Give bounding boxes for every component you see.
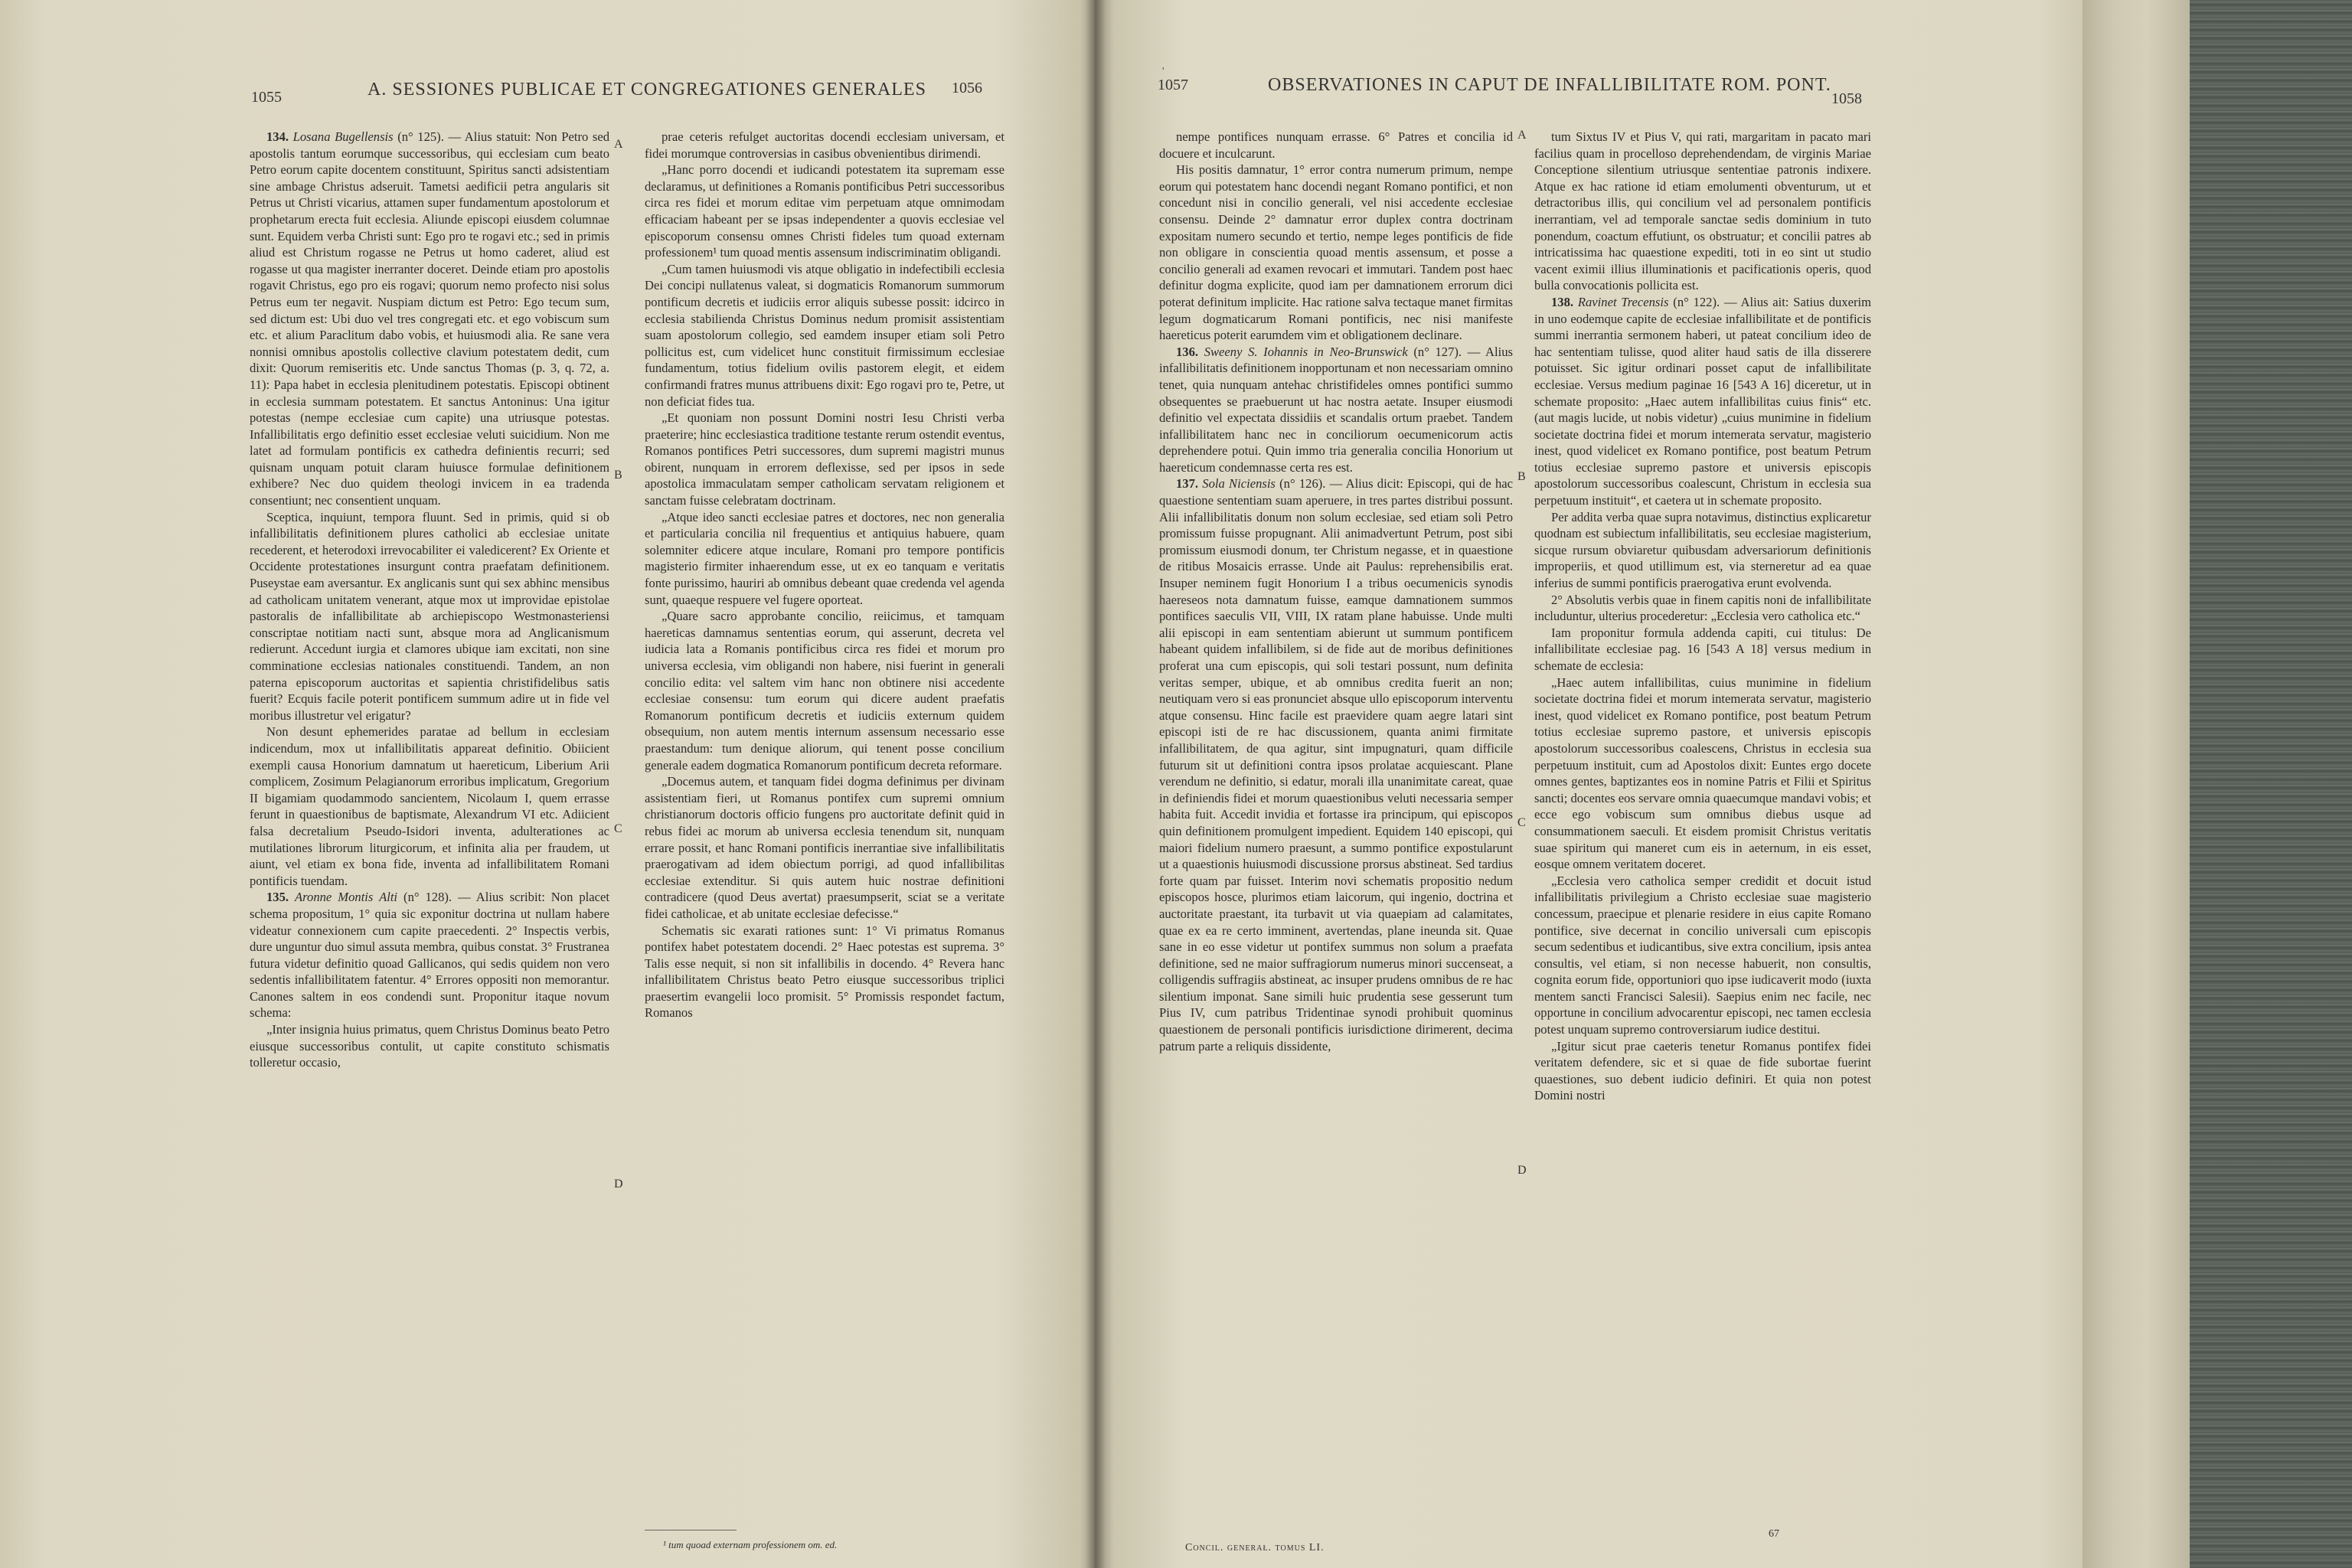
paragraph-text: „Atque ideo sancti ecclesiae patres et doctores, nec non generalia et particularia concilia nil frequentius et antiquius habuere, quam solemniter edicere atque inculare, Romani pro tempore pontificis magisterio firmiter inhaerendum esse, ut ex eo tanquam e veritatis fonte purissimo, hauriri ab omnibus debeant quae credenda vel agenda sunt, quaeque respuere vel fugere oporteat. bbox=[645, 509, 1004, 607]
paragraph-text: (n° 126). — Alius dicit: Episcopi, qui de hac quaestione sententiam suam aperuere, in tres partes distribui possunt. Alii infallibilitatis donum non solum ecclesiae, sed etiam soli Petro promissum fuisse propugnant. Alii animadvertunt Petrum, post sibi promissum eiusmodi donum, ter Christum negasse, et in quaestione de ritibus Mosaicis errasse. Unde ait Paulus: reprehensibilis erat. Insuper neminem fugit Honorium I a tribus oecumenicis synodis haereseos nota damnatum fuisse, eamque damnationem summos pontifices saeculis VII, VIII, IX ratam plane habuisse. Unde multi alii episcopi in eam sententiam abierunt ut summum pontificem habeant quidem infallibilem, si de fide aut de moribus definitiones proferat una cum episcopis, qui soli testari possunt, num definita veritas semper, ubique, et ab omnibus credita fuerit an non; neutiquam vero si eas pronunciet absque ullo episcoporum interventu atque consensu. Hinc facile est praevidere quam aegre latari sint episcopi isti de re hac discussionem, quanta animi firmitate infallibilitatem, de qua agitur, sint impugnaturi, quam difficile futurum sit ut definitioni contra ipsos prolatae acquiescant. Plane verendum ne definitio, si edatur, morali illa unanimitate careat, quae in definiendis fidei et morum quaestionibus veluti necessaria semper habita fuit. Accedit invidia et fortasse ira principum, qui episcopos quin definitionem promulgent impedient. Equidem 140 episcopi, qui maiori fidelium numero praesunt, a summo pontifice expostularunt ut a quaestionis huiusmodi discussione prorsus abstineat. Sed tardius forte quam par fuisset. Interim novi schematis propositio nedum episcopos hosce, plurimos etiam laicorum, qui ingenio, doctrina et auctoritate praestant, ita turbavit ut via quaepiam ad calamitates, quae ex ea re certo imminent, avertendas, plane ineunda sit. Quae sane in eo esse videtur ut pontifex summus non solum a praefata definitione, sed ne maior suffragiorum numerus minori succenseat, a colligendis suffragiis abstineat, ac insuper prudens omnibus de re hac silentium imponat. Sane simili huic prudentia sese gesserunt tum Pius IV, cum patribus Tridentinae synodi prohibuit quominus quaestionem de personali pontificis iurisdictione dirimerent, decima patrum parte a reliquis dissidente, bbox=[1159, 476, 1514, 1054]
paragraph-text: (n° 128). — Alius scribit: Non placet schema propositum, 1° quia sic exponitur doctrina ut nullam habere videatur connexionem cum capite praecedenti. 2° Inspectis verbis, dure unguntur duo simul assuta membra, quibus constat. 3° Frustranea futura videtur definitio quoad Gallicanos, qui sedis quidem non vero sedentis infallibilitatem fatentur. 4° Errores oppositi non memorantur. Canones saltem in eos condendi sunt. Proponitur itaque novum schema: bbox=[250, 890, 609, 1021]
paragraph-text: „Et quoniam non possunt Domini nostri Iesu Christi verba praeterire; hinc ecclesiastica traditione testante rerum ostendit eventus, Romanos pontifices Petri successores, dum supremi magistri munus obirent, nunquam in errorem deflexisse, sed per ipsos in sede apostolica immaculatam semper catholicam servatam religionem et sanctam fuisse celebratam doctrinam. bbox=[645, 410, 1004, 508]
paragraph bbox=[1534, 675, 1871, 873]
diocese-name: Aronne Montis Alti bbox=[295, 890, 404, 905]
paragraph-text: „Igitur sicut prae caeteris tenetur Romanus pontifex fidei veritatem defendere, sic et si quae de fide subortae fuerint quaestiones, suo debent iudicio definiri. Et quia non potest Domini nostri bbox=[1534, 1038, 1871, 1103]
paragraph bbox=[645, 923, 1004, 1022]
diocese-name: Ravinet Trecensis bbox=[1577, 294, 1674, 309]
section-number: 134. bbox=[266, 129, 293, 144]
book-cover bbox=[2190, 0, 2352, 1568]
margin-letter-b: B bbox=[614, 469, 622, 482]
left-page-column-2 bbox=[645, 129, 1004, 1021]
header-tick-mark: ' bbox=[1162, 66, 1165, 77]
paragraph bbox=[645, 773, 1004, 922]
diocese-name: Sweeny S. Iohannis in Neo-Brunswick bbox=[1204, 344, 1414, 359]
paragraph-text: prae ceteris refulget auctoritas docendi ecclesiam universam, et fidei morumque controversias in casibus obvenientibus dirimendi. bbox=[645, 129, 1004, 161]
paragraph bbox=[645, 410, 1004, 509]
paragraph-text: Iam proponitur formula addenda capiti, cui titulus: De infallibilitate ecclesiae pag. 16 [543 A 18] versus medium in schemate de ecclesia: bbox=[1534, 625, 1871, 673]
section-number: 137. bbox=[1176, 476, 1203, 492]
paragraph bbox=[645, 129, 1004, 162]
margin-letter-a-right: A bbox=[1517, 129, 1527, 142]
right-page-number-a: 1057 bbox=[1158, 77, 1188, 93]
paragraph bbox=[645, 608, 1004, 773]
paragraph-text: tum Sixtus IV et Pius V, qui rati, margaritam in pacato mari facilius quam in procelloso deprehendendam, de virginis Mariae Conceptione silentium utriusque sententiae patronis indixere. Atque ex hac ratione id etiam emolumenti obventurum, ut et detractoribus illis, qui concilium vel ad personalem pontificis inerrantiam, vel ad temporale sanctae sedis dominium in tuto ponendum, coactum effutiunt, os obstruatur; et concilii patres ab intricatissima hac quaestione expediti, toti in eo sint ut studio vacent eximii illius illuminationis et pacificationis operis, quod bulla convocationis pollicita est. bbox=[1534, 129, 1871, 293]
margin-letter-d: D bbox=[614, 1178, 623, 1191]
section-number: 138. bbox=[1551, 294, 1578, 309]
paragraph-text: „Haec autem infallibilitas, cuius munimine in fidelium societate doctrina fidei et morum intemerata servatur, magisterio inest, quod videlicet ex Romano pontifice, post beatum Petrum totius ecclesiae supremo pastore, et universis episcopis apostolorum successoribus coalescens, Christus in ecclesia sua perpetuum instituit, cum ad Apostolos dixit: Euntes ergo docete omnes gentes, baptizantes eos in nomine Patris et Filii et Spiritus sancti; docentes eos servare omnia quaecumque mandavi vobis; et ecce ego vobiscum sum omnibus diebus usque ad consummationem saeculi. Et eisdem promisit Christus veritatis suae spiritum qui maneret cum eis in aeternum, in eis esset, eosque omnem veritatem doceret. bbox=[1534, 675, 1871, 872]
paragraph-text: „Quare sacro approbante concilio, reiicimus, et tamquam haereticas damnamus sententias eorum, qui asserunt, decreta vel iudicia lata a Romanis pontificibus circa res fidei et morum pro universa ecclesia, vim obligandi non habere, nisi fuerint in generali concilio edita: vel saltem vim hanc non obtinere nisi accedente ecclesiae consensu: tum eorum qui dicere audent praefatis Romanorum pontificum decretis et iudiciis externum quidem obsequium, non autem mentis internum assensum necessario esse praestandum: tum denique aliorum, qui tenent posse concilium generale eadem dogmatica Romanorum pontificum decreta reformare. bbox=[645, 609, 1004, 773]
page-edge-strip bbox=[2082, 0, 2190, 1568]
paragraph bbox=[1159, 475, 1513, 1054]
paragraph-text: Non desunt ephemerides paratae ad bellum in ecclesiam indicendum, mox ut infallibilitatis appareat definitio. Obiicient exempli causa Honorium damnatum ut haereticum, Liberium Arii complicem, Zosimum Pelagianorum erroribus implicatum, Gregorium II bigamiam quodammodo sancientem, Nicolaum I, quem errasse ferunt in quaestionibus de baptismate, Alexandrum VI etc. Adiicient falsa decretalium Pseudo-Isidori inventa, adulterationes ac mutilationes librorum liturgicorum, et infinita alia per fraudem, ut aiunt, vel etiam ex bona fide, inventa ad infallibilitatem Romani pontificis tuendam. bbox=[250, 724, 609, 888]
paragraph bbox=[1534, 509, 1871, 592]
margin-letter-c-right: C bbox=[1517, 816, 1526, 829]
left-running-head: A. SESSIONES PUBLICAE ET CONGREGATIONES GENERALES bbox=[368, 80, 926, 100]
left-page-number-b: 1056 bbox=[952, 80, 982, 96]
paragraph-text: „Cum tamen huiusmodi vis atque obligatio in indefectibili ecclesia Dei concipi nullatenus valeat, si dogmaticis Romanorum summorum pontificum decretis et iudiciis error aliquis subesse possit: idcirco in ecclesia stabilienda Christus Dominus nedum promisit assistentiam suam apostolorum collegio, sed eamdem insuper etiam soli Petro pollicitus est, cum videlicet hunc constituit firmissimum ecclesiae fundamentum, totius fidelium ovilis pastorem elegit, et eidem confirmandi fratres munus attribuens dixit: Ego rogavi pro te, Petre, ut non deficiat fides tua. bbox=[645, 261, 1004, 409]
diocese-name: Losana Bugellensis bbox=[292, 129, 398, 144]
paragraph-text: nempe pontifices nunquam errasse. 6° Patres et concilia id docuere et inculcarunt. bbox=[1159, 129, 1513, 161]
diocese-name: Sola Niciensis bbox=[1202, 476, 1280, 492]
paragraph bbox=[250, 129, 609, 509]
left-page-number-a: 1055 bbox=[251, 89, 282, 106]
paragraph-text: „Ecclesia vero catholica semper credidit et docuit istud infallibilitatis privilegium a Christo ecclesiae suae magisterio concessum, praecipue et plenarie residere in eius capite Romano pontifice, sive decernat in concilio universali cum episcopis secum sedentibus et iudicantibus, sive extra concilium, ipsis antea consultis, vel etiam, si non necesse habuerit, non consultis, cognita eorum fide, opportuniori quo ipse iudicaverit modo (iuxta mentem sancti Francisci Salesii). Saepius enim nec facile, nec opportune in concilium advocarentur episcopi, nec tamen ecclesia potest unquam supremo controversiarum iudice destitui. bbox=[1534, 873, 1871, 1037]
paragraph bbox=[1534, 873, 1871, 1038]
margin-letter-a: A bbox=[614, 138, 623, 151]
paragraph-text: „Hanc porro docendi et iudicandi potestatem ita supremam esse declaramus, ut definitiones a Romanis pontificibus Petri successoribus circa res fidei et morum editae vim perpetuam atque omnimodam efficaciam habeant per se ipsas independenter a quovis ecclesiae vel episcoporum consensu omnes Christi fideles tum quoad externam professionem¹ tum quoad mentis assensum indiscriminatim obligandi. bbox=[645, 162, 1004, 260]
footnote: ¹ tum quoad externam professionem om. ed. bbox=[663, 1539, 838, 1550]
paragraph bbox=[250, 724, 609, 889]
paragraph bbox=[250, 1021, 609, 1071]
paragraph-text: Schematis sic exarati rationes sunt: 1° Vi primatus Romanus pontifex habet potestatem docendi. 2° Haec potestas est suprema. 3° Talis esse nequit, si non sit infallibilis in docendo. 4° Revera hanc infallibilitatem Christus beato Petro eiusque successoribus triplici praesertim evangelii loco promisit. 5° Promissis respondet factum, Romanos bbox=[645, 923, 1004, 1021]
book-gutter bbox=[1086, 0, 1106, 1568]
paragraph bbox=[250, 889, 609, 1021]
paragraph bbox=[1534, 625, 1871, 675]
section-number: 136. bbox=[1176, 344, 1204, 359]
paragraph-text: (n° 125). — Alius statuit: Non Petro sed apostolis tantum eorumque successoribus, qui ecclesiam cum beato Petro eorum capite docentem constituunt, Spiritus sancti adsistentiam sine ambage Christus adseruit. Tametsi aedificii petra angularis sit Petrus ut Christi vicarius, attamen super fundamentum apostolorum et prophetarum erecta fuit ecclesia. Aliunde episcopi eiusdem columnae sunt. Equidem verba Christi sunt: Ego pro te rogavi etc.; sed in primis aliud est Christum rogasse ne Petrus ut homo caderet, aliud est rogasse ut qua magister inerranter doceret. Deinde etiam pro apostolis rogavit Christus, ego pro eis rogavi; quorum nemo profecto nisi solus Petrus eum ter negavit. Nuspiam dictum est Petro: Ego tecum sum, sed dictum est: Ubi duo vel tres congregati etc. et ego vobiscum sum etc. et alium Paraclitum dabo vobis, et huiusmodi alia. Re sane vera nonnisi omnibus apostolis collective clavium potestatem dedit, cum dixit: Quorum remiseritis etc. Unde sanctus Thomas (p. 3, q. 72, a. 11): Papa habet in ecclesia plenitudinem potestatis. Episcopi obtinent in ecclesia summam potestatem. Et sanctus Antoninus: Una igitur potestas (nempe ecclesiae cum capite) una utriusque potestas. Infallibilitatis ergo definitio esset ecclesiae veluti suicidium. Non me latet ad formulam pontificis ex cathedra definientis recurri; sed quisnam unquam potuit claram huiusce formulae definitionem exhibere? Nec duo quidem theologi invicem in ea tradenda consentiunt; nec consentient unquam. bbox=[250, 129, 609, 508]
paragraph-text: His positis damnatur, 1° error contra numerum primum, nempe eorum qui potestatem hanc docendi negant Romano pontifici, et non concedunt nisi in concilio generali, vel nisi accedente ecclesiae consensu. Deinde 2° damnatur error duplex contra doctrinam expositam numero secundo et tertio, nempe leges pontificis de fide non obligare in conscientia quoad mentis assensum, et posse a concilio generali ad examen revocari et immutari. Tandem post haec definitur dogma explicite, quod iam per damnationem errorum dici poterat definitum implicite. Hac ratione salva tectaque manet firmitas legum dogmaticarum Romani pontificis, nec nisi manifeste haereticus poterit earumdem vim et obligationem declinare. bbox=[1159, 162, 1513, 343]
paragraph bbox=[1159, 129, 1513, 162]
paragraph bbox=[1534, 592, 1871, 625]
paragraph bbox=[1159, 344, 1513, 476]
signature-line: Concil. generał. tomus LI. bbox=[1185, 1542, 1325, 1553]
right-page-column-2 bbox=[1534, 129, 1871, 1104]
margin-letter-c: C bbox=[614, 822, 622, 835]
margin-letter-b-right: B bbox=[1517, 470, 1526, 483]
paragraph-text: 2° Absolutis verbis quae in finem capitis noni de infallibilitate includuntur, ulterius procederetur: „Ecclesia vero catholica etc.“ bbox=[1534, 592, 1871, 624]
paragraph-text: „Docemus autem, et tanquam fidei dogma definimus per divinam assistentiam fieri, ut Romanus pontifex cum supremi omnium christianorum doctoris officio fungens pro auctoritate definit quid in rebus fidei ac morum ab universa ecclesia tenendum sit, nunquam errare possit, et hanc Romani pontificis inerrantiae sive infallibilitatis praerogativam ad idem obiectum porrigi, ad quod infallibilitas ecclesiae extenditur. Si quis autem huic nostrae definitioni contradicere (quod Deus avertat) praesumpserit, sciat se a veritate fidei catholicae, et ab unitate ecclesiae defecisse.“ bbox=[645, 774, 1004, 921]
right-page-number-b: 1058 bbox=[1831, 90, 1862, 107]
paragraph-text: (n° 122). — Alius ait: Satius duxerim in uno eodemque capite de ecclesiae infallibilitate et de pontificis summi inerrantia sermonem haberi, ut pateat concilium ideo de hac sententiam tulisse, quod aliter haud satis de illa disserere potuisset. Sic igitur ordinari posset caput de infallibilitate ecclesiae. Versus medium paginae 16 [543 A 16] diceretur, ut in schemate proposito: „Haec autem infallibilitas cuius finis“ etc. (aut magis lucide, ut nobis videtur) „cuius munimine in fidelium societate doctrina fidei et morum intemerata servatur, magisterio inest, quod videlicet ex Romano pontifice, post beatum Petrum totius ecclesiae supremo pastore et universis episcopis apostolorum successoribus coalescunt, Christum in ecclesia sua perpetuum instituit“, et caetera ut in schemate proposito. bbox=[1534, 294, 1871, 508]
paragraph bbox=[250, 509, 609, 724]
paragraph bbox=[645, 509, 1004, 609]
right-page-column-1 bbox=[1159, 129, 1513, 1054]
paragraph-text: Sceptica, inquiunt, tempora fluunt. Sed in primis, quid si ob infallibilitatis definitionem plures catholici ab ecclesiae unitate recederent, et heterodoxi irrevocabiliter ei valedicerent? Ex Oriente et Occidente protestationes insurgunt contra praefatam definitionem. Puseystae eam aversantur. Ex anglicanis sunt qui sex abhinc mensibus ad catholicam unitatem venerant, atque mox ut improvidae epistolae pastoralis de infallibilitate ab archiepiscopo Westmonasteriensi conscriptae notitiam nacti sunt, absque mora ad Anglicanismum redierunt. Accedunt iurgia et clamores ubique iam excitati, non sine comminatione ecclesias nationales constituendi. Tandem, an non paterna episcoporum auctoritas et sapientia christifidelibus satis fuerit? Ecquis facile poterit pontificem summum adire ut in fide vel moribus illustretur vel erigatur? bbox=[250, 509, 609, 723]
paragraph-text: (n° 127). — Alius infallibilitatis definitionem inopportunam et non necessariam omnino tenet, quia nunquam antehac christifideles omnes pontifici summo obsequentes se praebuerunt ut hac nostra aetate. Insuper eiusmodi definitio vel expectata dissidiis et scandalis ortum praebet. Tandem infallibilitatem hanc nec in conciliorum oecumenicorum actis deprehendere potui. Quin immo tria generalia concilia Honorium ut haereticum condemnasse certa res est. bbox=[1159, 344, 1513, 475]
section-number: 135. bbox=[266, 890, 296, 905]
paragraph bbox=[1159, 162, 1513, 344]
right-running-head: OBSERVATIONES IN CAPUT DE INFALLIBILITATE ROM. PONT. bbox=[1268, 75, 1831, 95]
signature-number: 67 bbox=[1769, 1528, 1779, 1540]
paragraph bbox=[1534, 129, 1871, 294]
paragraph bbox=[1534, 1038, 1871, 1104]
paragraph bbox=[645, 162, 1004, 261]
paragraph bbox=[1534, 294, 1871, 509]
left-page-column-1 bbox=[250, 129, 609, 1071]
paragraph bbox=[645, 261, 1004, 410]
margin-letter-d-right: D bbox=[1517, 1164, 1527, 1177]
paragraph-text: Per addita verba quae supra notavimus, distinctius explicaretur quodnam est subiectum infallibilitatis, seu ecclesiae magisterium, sicque rursum obviaretur quibusdam adversariorum definitionis improperiis, et quod utillimum est, via sterneretur ad ea quae inferius de summi pontificis praerogativa erunt evolvenda. bbox=[1534, 509, 1871, 591]
paragraph-text: „Inter insignia huius primatus, quem Christus Dominus beato Petro eiusque successoribus contulit, ut capite constituto schismatis tolleretur occasio, bbox=[250, 1022, 609, 1070]
